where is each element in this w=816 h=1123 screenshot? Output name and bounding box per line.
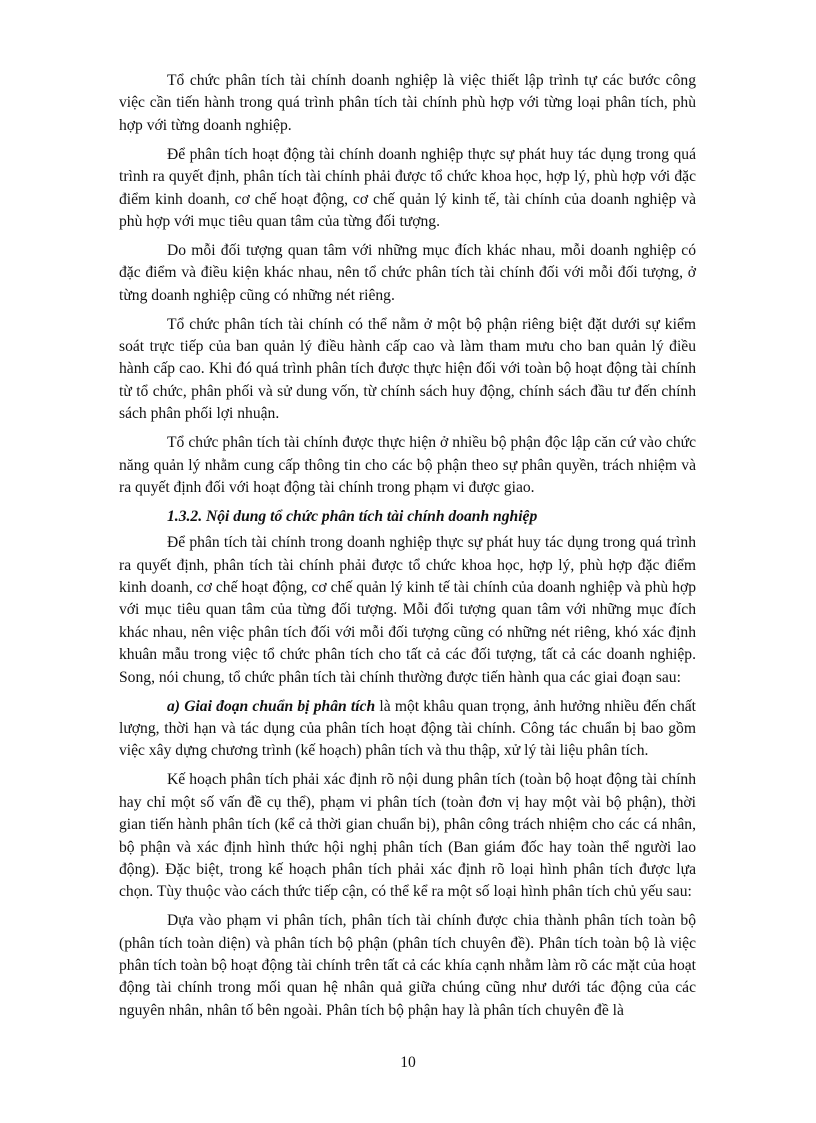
scope-paragraph: Dựa vào phạm vi phân tích, phân tích tài chính được chia thành phân tích toàn bộ (phân tích toàn diện) và phân tích bộ phận (phân tích chuyên đề). Phân tích toàn bộ là việc phân tích toàn bộ hoạt động tài chính trên tất cả các khía cạnh nhằm làm rõ các mặt của hoạt động tài chính trong mối quan hệ nhân quả giữa chúng cũng như dưới tác động của các nguyên nhân, nhân tố bên ngoài. Phân tích bộ phận hay là phân tích chuyên đề là <box>119 912 696 1019</box>
paragraph-3: Do mỗi đối tượng quan tâm với những mục đích khác nhau, mỗi doanh nghiệp có đặc điểm và điều kiện khác nhau, nên tổ chức phân tích tài chính đối với mỗi đối tượng, ở từng doanh nghiệp cũng có những nét riêng. <box>119 241 696 304</box>
stage-a-text: là một khâu quan trọng, ảnh hưởng nhiều đến chất lượng, thời hạn và tác dụng của phân tích hoạt động tài chính. Công tác chuẩn bị bao gồm việc xây dựng chương trình (kế hoạch) phân tích và thu thập, xử lý tài liệu phân tích. <box>119 697 696 760</box>
section-heading: 1.3.2. Nội dung tổ chức phân tích tài chính doanh nghiệp <box>167 507 538 525</box>
paragraph-4: Tổ chức phân tích tài chính có thể nằm ở một bộ phận riêng biệt đặt dưới sự kiểm soát trực tiếp của ban quản lý điều hành cấp cao và làm tham mưu cho ban quản lý điều hành cấp cao. Khi đó quá trình phân tích được thực hiện đối với toàn bộ hoạt động tài chính từ tổ chức, phân phối và sử dung vốn, từ chính sách huy động, chính sách đầu tư đến chính sách phân phối lợi nhuận. <box>119 315 696 423</box>
page-body <box>119 70 696 1029</box>
stage-a-lead: a) Giai đoạn chuẩn bị phân tích <box>167 697 376 715</box>
section-intro-paragraph: Để phân tích tài chính trong doanh nghiệp thực sự phát huy tác dụng trong quá trình ra quyết định, phân tích tài chính phải được tổ chức khoa học, hợp lý, phù hợp đặc điểm kinh doanh, cơ chế hoạt động, cơ chế quản lý kinh tế tài chính của doanh nghiệp và phù hợp với mục tiêu quan tâm của từng đối tượng. Mỗi đối tượng quan tâm với những mục đích khác nhau, nên việc phân tích đối với mỗi đối tượng cũng có những nét riêng, khó xác định khuân mẫu trong việc tổ chức phân tích cho tất cả các đối tượng, tất cả các doanh nghiệp. Song, nói chung, tổ chức phân tích tài chính thường được tiến hành qua các giai đoạn sau: <box>119 534 696 686</box>
page-number: 10 <box>400 1054 416 1071</box>
stage-a-paragraph <box>119 696 696 763</box>
plan-paragraph: Kế hoạch phân tích phải xác định rõ nội dung phân tích (toàn bộ hoạt động tài chính hay chỉ một số vấn đề cụ thể), phạm vi phân tích (toàn đơn vị hay một vài bộ phận), thời gian tiến hành phân tích (kể cả thời gian chuẩn bị), phân công trách nhiệm cho các cá nhân, bộ phận và xác định hình thức hội nghị phân tích (Ban giám đốc hay toàn thể người lao động). Đặc biệt, trong kế hoạch phân tích phải xác định rõ loại hình phân tích được lựa chọn. Tùy thuộc vào cách thức tiếp cận, có thể kể ra một số loại hình phân tích chủ yếu sau: <box>119 771 696 901</box>
paragraph-1: Tổ chức phân tích tài chính doanh nghiệp là việc thiết lập trình tự các bước công việc cần tiến hành trong quá trình phân tích tài chính phù hợp với từng loại phân tích, phù hợp với từng doanh nghiệp. <box>119 72 696 134</box>
paragraph-5: Tổ chức phân tích tài chính được thực hiện ở nhiều bộ phận độc lập căn cứ vào chức năng quản lý nhằm cung cấp thông tin cho các bộ phận theo sự phân quyền, trách nhiệm và ra quyết định đối với hoạt động tài chính trong phạm vi được giao. <box>119 434 696 496</box>
paragraph-2: Để phân tích hoạt động tài chính doanh nghiệp thực sự phát huy tác dụng trong quá trình ra quyết định, phân tích tài chính phải được tổ chức khoa học, hợp lý, phù hợp với đặc điểm kinh doanh, cơ chế hoạt động, cơ chế quản lý kinh tế, tài chính của doanh nghiệp và phù hợp với mục tiêu quan tâm của từng đối tượng. <box>119 145 696 230</box>
